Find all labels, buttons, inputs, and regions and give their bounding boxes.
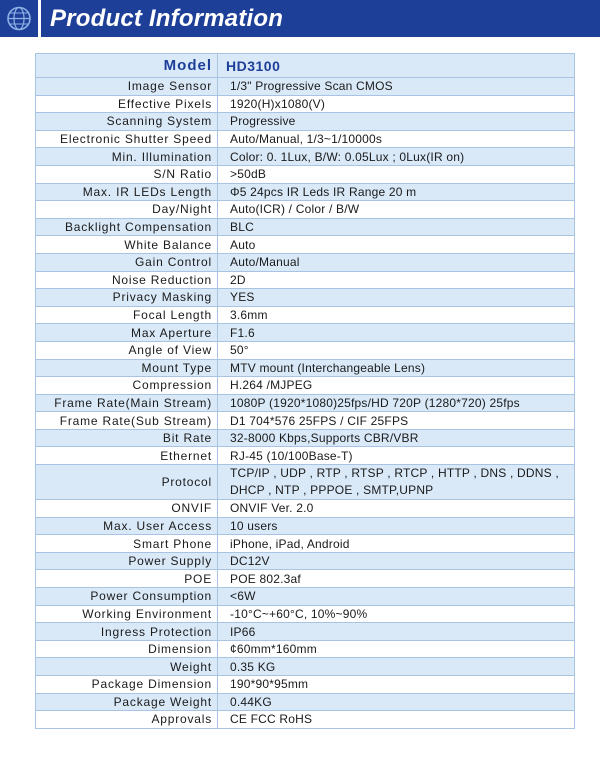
spec-value: Auto(ICR) / Color / B/W: [218, 201, 575, 219]
spec-value: 32-8000 Kbps,Supports CBR/VBR: [218, 429, 575, 447]
table-row: [36, 95, 575, 113]
spec-label: Protocol: [36, 465, 218, 500]
spec-value: 1/3" Progressive Scan CMOS: [218, 78, 575, 96]
globe-logo-icon: [5, 5, 33, 32]
spec-label: Working Environment: [36, 605, 218, 623]
spec-value: >50dB: [218, 165, 575, 183]
spec-table: [35, 53, 575, 729]
spec-label: Bit Rate: [36, 429, 218, 447]
table-row: [36, 658, 575, 676]
table-row: [36, 535, 575, 553]
spec-label: White Balance: [36, 236, 218, 254]
spec-value: DC12V: [218, 552, 575, 570]
page-title: Product Information: [50, 5, 284, 32]
spec-label: Scanning System: [36, 113, 218, 131]
table-row: [36, 570, 575, 588]
spec-value: BLC: [218, 218, 575, 236]
spec-label: Min. Illumination: [36, 148, 218, 166]
spec-value: 3.6mm: [218, 306, 575, 324]
table-row: [36, 640, 575, 658]
spec-value: 1080P (1920*1080)25fps/HD 720P (1280*720) 25fps: [218, 394, 575, 412]
spec-value: 190*90*95mm: [218, 676, 575, 694]
table-row: [36, 271, 575, 289]
table-row: [36, 412, 575, 430]
spec-label: Weight: [36, 658, 218, 676]
spec-label: Max. User Access: [36, 517, 218, 535]
table-row: [36, 306, 575, 324]
spec-label: Max. IR LEDs Length: [36, 183, 218, 201]
spec-label: Compression: [36, 377, 218, 395]
spec-value: H.264 /MJPEG: [218, 377, 575, 395]
spec-value: Auto/Manual: [218, 253, 575, 271]
spec-label: ONVIF: [36, 500, 218, 518]
table-row: [36, 165, 575, 183]
spec-value: <6W: [218, 588, 575, 606]
table-row: [36, 711, 575, 729]
spec-value: 10 users: [218, 517, 575, 535]
spec-value: ¢60mm*160mm: [218, 640, 575, 658]
spec-value: Auto: [218, 236, 575, 254]
spec-value: Φ5 24pcs IR Leds IR Range 20 m: [218, 183, 575, 201]
table-row: [36, 605, 575, 623]
table-row: [36, 324, 575, 342]
spec-value: Progressive: [218, 113, 575, 131]
table-row: [36, 623, 575, 641]
spec-label: Power Consumption: [36, 588, 218, 606]
table-row: [36, 394, 575, 412]
model-label: Model: [36, 54, 218, 78]
table-row: [36, 500, 575, 518]
table-row: [36, 236, 575, 254]
table-row: [36, 130, 575, 148]
spec-label: Power Supply: [36, 552, 218, 570]
spec-value: POE 802.3af: [218, 570, 575, 588]
table-row: [36, 465, 575, 500]
spec-label: Mount Type: [36, 359, 218, 377]
spec-label: Package Dimension: [36, 676, 218, 694]
spec-label: S/N Ratio: [36, 165, 218, 183]
spec-value: 1920(H)x1080(V): [218, 95, 575, 113]
spec-label: Frame Rate(Sub Stream): [36, 412, 218, 430]
spec-label: Ingress Protection: [36, 623, 218, 641]
table-row: [36, 429, 575, 447]
spec-value: 2D: [218, 271, 575, 289]
spec-label: Approvals: [36, 711, 218, 729]
table-row: [36, 253, 575, 271]
spec-label: Noise Reduction: [36, 271, 218, 289]
spec-value: YES: [218, 289, 575, 307]
spec-label: Max Aperture: [36, 324, 218, 342]
table-row: [36, 183, 575, 201]
model-value: HD3100: [218, 54, 575, 78]
spec-value: TCP/IP , UDP , RTP , RTSP , RTCP , HTTP , DNS , DDNS , DHCP , NTP , PPPOE , SMTP,UPNP: [218, 465, 575, 500]
spec-value: MTV mount (Interchangeable Lens): [218, 359, 575, 377]
table-row: [36, 148, 575, 166]
spec-label: Electronic Shutter Speed: [36, 130, 218, 148]
spec-value: 0.35 KG: [218, 658, 575, 676]
spec-value: Color: 0. 1Lux, B/W: 0.05Lux ; 0Lux(IR on): [218, 148, 575, 166]
table-row: [36, 113, 575, 131]
spec-label: POE: [36, 570, 218, 588]
spec-value: CE FCC RoHS: [218, 711, 575, 729]
spec-value: 0.44KG: [218, 693, 575, 711]
spec-value: D1 704*576 25FPS / CIF 25FPS: [218, 412, 575, 430]
spec-label: Privacy Masking: [36, 289, 218, 307]
table-row: [36, 289, 575, 307]
spec-value: IP66: [218, 623, 575, 641]
table-row: [36, 676, 575, 694]
table-row: [36, 377, 575, 395]
table-row: [36, 447, 575, 465]
spec-label: Ethernet: [36, 447, 218, 465]
spec-label: Backlight Compensation: [36, 218, 218, 236]
spec-label: Day/Night: [36, 201, 218, 219]
spec-value: 50°: [218, 341, 575, 359]
table-row: [36, 341, 575, 359]
spec-label: Angle of View: [36, 341, 218, 359]
spec-label: Gain Control: [36, 253, 218, 271]
spec-value: -10°C~+60°C, 10%~90%: [218, 605, 575, 623]
spec-label: Focal Length: [36, 306, 218, 324]
model-row: [36, 54, 575, 78]
spec-label: Smart Phone: [36, 535, 218, 553]
spec-label: Dimension: [36, 640, 218, 658]
table-row: [36, 218, 575, 236]
table-row: [36, 588, 575, 606]
table-row: [36, 359, 575, 377]
spec-value: iPhone, iPad, Android: [218, 535, 575, 553]
header-bar: [0, 0, 600, 37]
header-divider: [38, 0, 41, 37]
table-row: [36, 78, 575, 96]
spec-value: ONVIF Ver. 2.0: [218, 500, 575, 518]
spec-label: Frame Rate(Main Stream): [36, 394, 218, 412]
spec-value: Auto/Manual, 1/3~1/10000s: [218, 130, 575, 148]
spec-value: F1.6: [218, 324, 575, 342]
spec-value: RJ-45 (10/100Base-T): [218, 447, 575, 465]
spec-label: Image Sensor: [36, 78, 218, 96]
table-row: [36, 201, 575, 219]
table-row: [36, 552, 575, 570]
table-row: [36, 517, 575, 535]
spec-label: Effective Pixels: [36, 95, 218, 113]
table-row: [36, 693, 575, 711]
spec-label: Package Weight: [36, 693, 218, 711]
logo: [0, 0, 38, 37]
